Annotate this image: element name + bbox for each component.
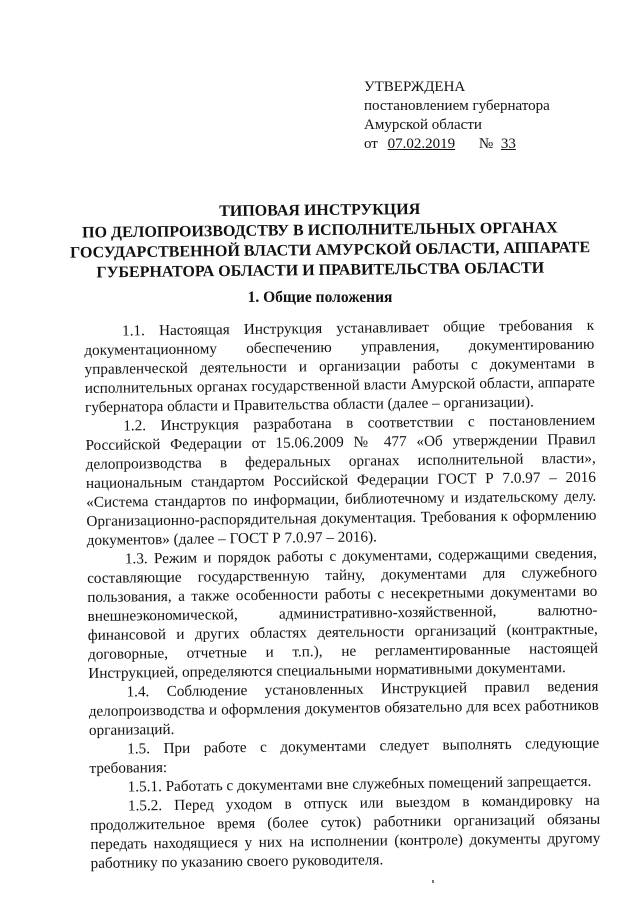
approval-issuer: постановлением губернатора (364, 98, 550, 114)
approval-date: 07.02.2019 (387, 136, 456, 152)
title-line-1: ТИПОВАЯ ИНСТРУКЦИЯ (219, 200, 421, 221)
paragraph-1-5: 1.5. При работе с документами следует выполнять следующие требования: (89, 734, 600, 777)
approval-number-label: № (478, 136, 494, 152)
paragraph-1-1: 1.1. Настоящая Инструкция устанавливает общие требования к документационному обеспечению управления, документированию управленческой деятельности и организации работы с документами в исполнительных органах государственной власти Амурской области, аппарате губернатора области и Правительства области (далее – организации). (84, 316, 595, 416)
approval-from-label: от (364, 136, 378, 152)
title-line-2: ПО ДЕЛОПРОИЗВОДСТВУ В ИСПОЛНИТЕЛЬНЫХ ОРГАНАХ (82, 219, 558, 242)
paragraph-1-4: 1.4. Соблюдение установленных Инструкцией правил ведения делопроизводства и оформления документов обязательно для всех работников организаций. (88, 677, 599, 739)
scan-speck (432, 880, 434, 883)
approval-region: Амурской области (364, 117, 482, 133)
paragraph-1-5-2: 1.5.2. Перед уходом в отпуск или выездом в командировку на продолжительное время (более суток) работники организаций обязаны передать находящиеся у них на исполнении (контроле) документы другому работнику по указанию своего руководителя. (90, 791, 601, 872)
approval-stamp (364, 78, 550, 154)
paragraph-1-2: 1.2. Инструкция разработана в соответствии с постановлением Российской Федерации от 15.06.2009 № 477 «Об утверждении Правил делопроизводства в федеральных органах исполнительной власти», национальным стандартом Российской Федерации ГОСТ Р 7.0.97 – 2016 «Система стандартов по информации, библиотечному и издательскому делу. Организационно-распорядительная документация. Требования к оформлению документов» (далее – ГОСТ Р 7.0.97 – 2016). (85, 411, 597, 549)
approval-date-line (364, 135, 550, 154)
title-line-3: ГОСУДАРСТВЕННОЙ ВЛАСТИ АМУРСКОЙ ОБЛАСТИ, АППАРАТЕ (70, 239, 591, 262)
approval-number: 33 (500, 136, 516, 152)
document-body (84, 316, 601, 873)
approval-heading: УТВЕРЖДЕНА (364, 79, 466, 95)
document-title (70, 198, 591, 283)
paragraph-1-3: 1.3. Режим и порядок работы с документами, содержащими сведения, составляющие государственную тайну, документами для служебного пользования, а также особенности работы с несекретными документами во внешнеэкономической, административно-хозяйственной, валютно-финансовой и других областях деятельности организаций (контрактные, договорные, отчетные и т.п.), не регламентированные настоящей Инструкцией, определяются специальными нормативными документами. (87, 544, 599, 682)
paragraph-1-5-1: 1.5.1. Работать с документами вне служебных помещений запрещается. (127, 772, 592, 796)
title-line-4: ГУБЕРНАТОРА ОБЛАСТИ И ПРАВИТЕЛЬСТВА ОБЛАСТИ (96, 259, 545, 282)
section-heading: 1. Общие положения (247, 289, 393, 306)
